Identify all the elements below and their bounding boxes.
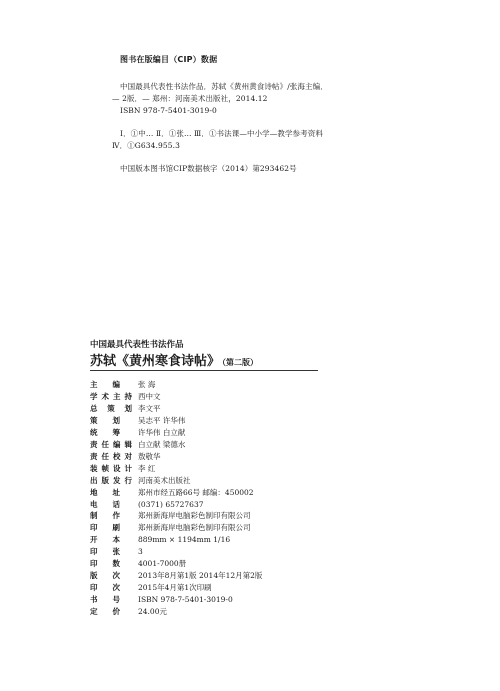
credit-value: 2015年4月第1次印刷 xyxy=(138,583,212,593)
credit-value: 3 xyxy=(138,547,143,557)
credit-label: 定 价 xyxy=(90,607,120,617)
credit-label: 制 作 xyxy=(90,511,120,521)
credit-label: 地 址 xyxy=(90,487,120,497)
credit-value: 郑州新海岸电脑彩色制印有限公司 xyxy=(138,523,251,533)
credit-label: 书 号 xyxy=(90,595,120,605)
credit-value: 吴志平 许华伟 xyxy=(138,415,186,425)
credit-label: 统 筹 xyxy=(90,427,120,437)
credit-value: 4001-7000册 xyxy=(138,559,187,569)
credit-value: 李文平 xyxy=(138,403,161,413)
credit-value: ISBN 978-7-5401-3019-0 xyxy=(138,595,233,605)
credit-value: 河南美术出版社 xyxy=(138,475,191,485)
credit-label: 学 术 主 持 xyxy=(90,391,132,401)
edition-label: （第二版） xyxy=(222,358,259,367)
credit-label: 责 任 编 辑 xyxy=(90,439,132,449)
cip-line: Ⅳ．①G634.955.3 xyxy=(112,141,180,150)
cip-line: ISBN 978-7-5401-3019-0 xyxy=(120,106,217,115)
credit-value: 郑州新海岸电脑彩色制印有限公司 xyxy=(138,511,251,521)
credit-label: 策 划 xyxy=(90,415,120,425)
cip-line: Ⅰ．①中… Ⅱ．①张… Ⅲ．①书法课—中小学—教学参考资料 xyxy=(120,129,323,138)
cip-line: — 2版．— 郑州：河南美术出版社，2014.12 xyxy=(112,94,268,103)
credit-label: 总 策 划 xyxy=(90,403,132,413)
credit-label: 开 本 xyxy=(90,535,120,545)
credit-label: 印 刷 xyxy=(90,523,120,533)
credit-value: (0371) 65727637 xyxy=(138,499,204,509)
cip-line: 中国最具代表性书法作品．苏轼《黄州黄食诗帖》/张海主编． xyxy=(120,82,328,91)
credit-value: 许华伟 白立献 xyxy=(138,427,186,437)
credit-value: 张 海 xyxy=(138,380,156,389)
credit-value: 敖敬华 xyxy=(138,451,161,461)
credit-label: 责 任 校 对 xyxy=(90,451,132,461)
book-title-block xyxy=(90,350,258,369)
credit-label: 版 次 xyxy=(90,571,120,581)
credit-value: 2013年8月第1版 2014年12月第2版 xyxy=(138,571,263,581)
credit-label: 印 张 xyxy=(90,547,120,557)
cip-heading: 图书在版编目（CIP）数据 xyxy=(120,55,218,64)
cip-line: 中国版本图书馆CIP数据核字（2014）第293462号 xyxy=(120,164,297,173)
credit-label: 出 版 发 行 xyxy=(90,475,132,485)
credit-label: 电 话 xyxy=(90,499,120,509)
credit-label: 印 次 xyxy=(90,583,120,593)
credit-label: 印 数 xyxy=(90,559,120,569)
credit-value: 李 红 xyxy=(138,463,156,473)
title-divider xyxy=(90,370,318,371)
credit-value: 889mm × 1194mm 1/16 xyxy=(138,535,231,545)
series-title: 中国最具代表性书法作品 xyxy=(90,340,184,350)
credit-label: 主 编 xyxy=(90,380,120,389)
credit-label: 装 帧 设 计 xyxy=(90,463,132,473)
credit-value: 白立献 梁德水 xyxy=(138,439,186,449)
credit-value: 西中文 xyxy=(138,391,161,401)
book-title: 苏轼《黄州寒食诗帖》 xyxy=(90,354,221,369)
credit-value: 郑州市经五路66号 邮编：450002 xyxy=(138,487,254,497)
credit-value: 24.00元 xyxy=(138,607,167,617)
